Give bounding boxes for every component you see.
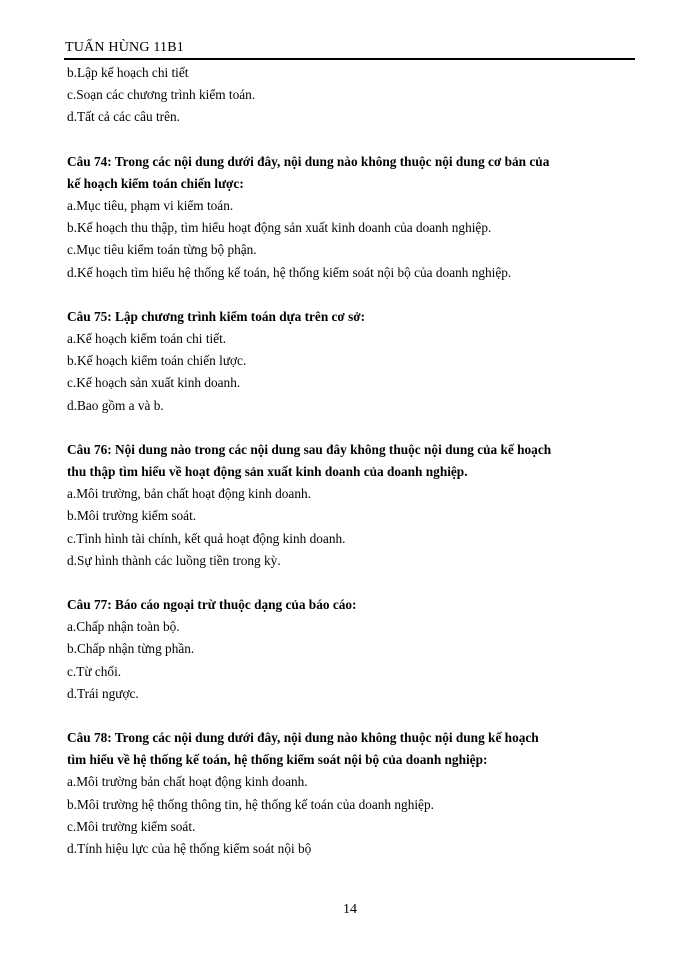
top-options (67, 62, 639, 129)
question-text: Câu 75: Lập chương trình kiểm toán dựa trên cơ sở: (67, 308, 366, 324)
option: d.Trái ngược. (67, 685, 139, 701)
option: c.Soạn các chương trình kiểm toán. (67, 87, 256, 103)
option: a.Mục tiêu, phạm vi kiểm toán. (67, 198, 234, 214)
option: b.Chấp nhận từng phần. (67, 641, 195, 657)
option: d.Bao gồm a và b. (67, 397, 164, 413)
option: a.Chấp nhận toàn bộ. (67, 619, 180, 635)
question-text: Câu 76: Nội dung nào trong các nội dung sau đây không thuộc nội dung của kế hoạch (67, 441, 552, 457)
option: d.Tất cả các câu trên. (67, 109, 180, 125)
option: b.Lập kế hoạch chi tiết (67, 65, 189, 80)
option: a.Môi trường bản chất hoạt động kinh doanh. (67, 774, 308, 790)
option: a.Môi trường, bản chất hoạt động kinh doanh. (67, 486, 311, 502)
option: b.Môi trường kiểm soát. (67, 508, 197, 524)
option: c.Kế hoạch sản xuất kinh doanh. (67, 375, 241, 391)
question-text: Câu 74: Trong các nội dung dưới đây, nội dung nào không thuộc nội dung cơ bản của (67, 153, 550, 169)
page-number: 14 (343, 902, 357, 917)
option: a.Kế hoạch kiểm toán chi tiết. (67, 331, 227, 347)
question-text: tìm hiểu về hệ thống kế toán, hệ thống kiểm soát nội bộ của doanh nghiệp: (67, 752, 488, 768)
header-rule (64, 58, 635, 60)
option: b.Môi trường hệ thống thông tin, hệ thống kế toán của doanh nghiệp. (67, 796, 434, 812)
option: d.Kế hoạch tìm hiểu hệ thống kế toán, hệ thống kiểm soát nội bộ của doanh nghiệp. (67, 264, 512, 280)
question-text: thu thập tìm hiểu về hoạt động sản xuất kinh doanh của doanh nghiệp. (67, 464, 468, 480)
question-text: kế hoạch kiểm toán chiến lược: (67, 175, 244, 191)
option: b.Kế hoạch thu thập, tìm hiểu hoạt động sản xuất kinh doanh của doanh nghiệp. (67, 220, 492, 236)
option: b.Kế hoạch kiểm toán chiến lược. (67, 353, 247, 369)
option: c.Từ chối. (67, 663, 122, 679)
option: c.Tình hình tài chính, kết quả hoạt động kinh doanh. (67, 530, 346, 546)
option: d.Sự hình thành các luồng tiền trong kỳ. (67, 552, 281, 568)
question-74 (67, 151, 639, 284)
question-text: Câu 78: Trong các nội dung dưới đây, nội dung nào không thuộc nội dung kế hoạch (67, 730, 539, 746)
page-content (67, 62, 639, 860)
question-76 (67, 439, 639, 572)
option: c.Môi trường kiểm soát. (67, 818, 196, 834)
question-77 (67, 594, 639, 705)
question-text: Câu 77: Báo cáo ngoại trừ thuộc dạng của báo cáo: (67, 597, 357, 613)
question-78 (67, 727, 639, 860)
option: d.Tính hiệu lực của hệ thống kiểm soát nội bộ (67, 841, 312, 857)
question-75 (67, 306, 639, 417)
option: c.Mục tiêu kiểm toán từng bộ phận. (67, 242, 257, 258)
page-header: TUẤN HÙNG 11B1 (65, 40, 184, 55)
